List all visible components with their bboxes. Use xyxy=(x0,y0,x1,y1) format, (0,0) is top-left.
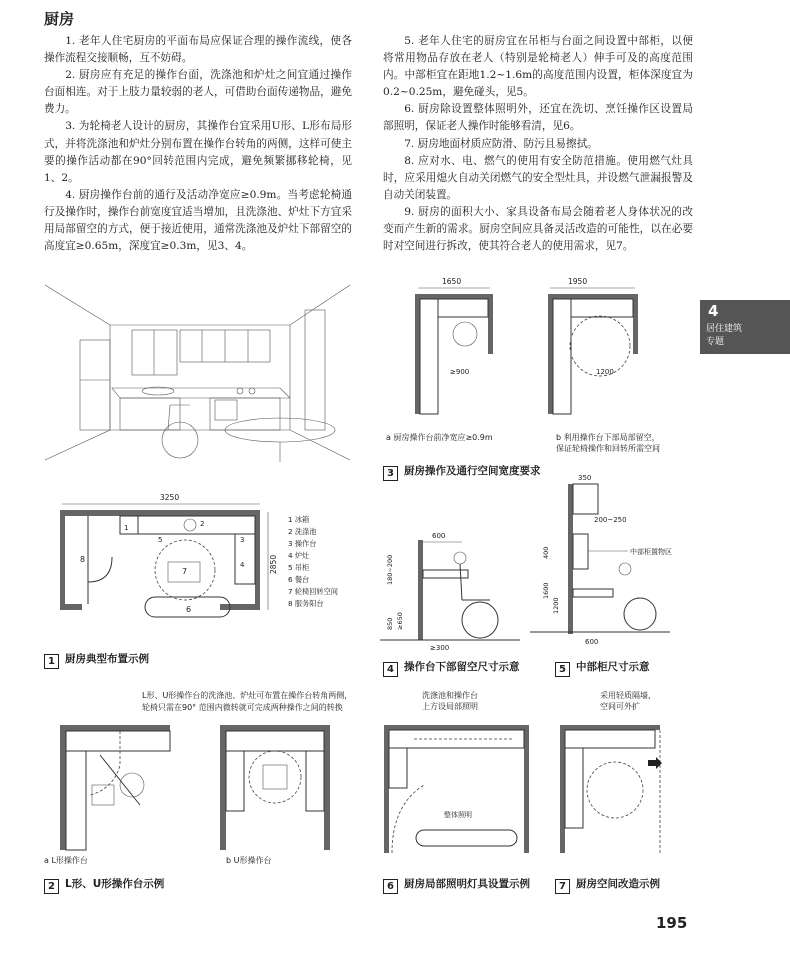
svg-text:3: 3 xyxy=(240,536,245,544)
fig3-sub-a: a 厨房操作台前净宽应≥0.9m xyxy=(386,433,493,442)
svg-text:350: 350 xyxy=(578,474,592,482)
fig1-height-dim: 2850 xyxy=(269,554,278,574)
page-title: 厨房 xyxy=(44,10,75,28)
fig7-plan xyxy=(560,725,670,855)
svg-text:600: 600 xyxy=(585,638,599,646)
svg-text:6 餐台: 6 餐台 xyxy=(288,575,310,584)
fig6-caption: 6 厨房局部照明灯具设置示例 xyxy=(383,876,530,894)
fig6-plan xyxy=(384,725,534,855)
chapter-label: 居住建筑 xyxy=(706,324,743,334)
fig7-note: 采用轻质隔墙， xyxy=(600,691,656,700)
fig2-note: 轮椅只需在90° 范围内微转就可完成两种操作之间的转换 xyxy=(142,703,343,712)
svg-text:400: 400 xyxy=(542,546,550,559)
svg-text:7: 7 xyxy=(182,567,188,576)
fig7-caption: 7 厨房空间改造示例 xyxy=(555,876,660,894)
svg-text:180~200: 180~200 xyxy=(386,554,394,585)
svg-text:≥650: ≥650 xyxy=(396,612,404,630)
svg-text:1 冰箱: 1 冰箱 xyxy=(288,515,310,524)
svg-text:1200: 1200 xyxy=(596,368,614,376)
svg-text:600: 600 xyxy=(432,532,446,540)
svg-text:1: 1 xyxy=(124,524,129,532)
chapter-number: 4 xyxy=(708,302,719,320)
svg-text:2 洗涤池: 2 洗涤池 xyxy=(288,527,317,536)
svg-text:8: 8 xyxy=(80,555,86,564)
paragraph: 9. 厨房的面积大小、家具设备布局会随着老人身体状况的改变而产生新的需求。厨房空间应具备灵活改造的可能性，以在必要时对空间进行拆改，使其符合老人的使用需求，见7。 xyxy=(383,205,693,253)
svg-text:6: 6 xyxy=(186,605,192,614)
fig1-caption: 1 厨房典型布置示例 xyxy=(44,651,149,669)
svg-text:1950: 1950 xyxy=(568,277,588,286)
paragraph: 5. 老年人住宅的厨房宜在吊柜与台面之间设置中部柜，以便将常用物品存放在老人（特别是轮椅老人）伸手可及的高度范围内。中部柜宜在距地1.2~1.6m的高度范围内设置，柜体深度宜为0.2~0.25m，避免碰头，见5。 xyxy=(383,35,693,99)
svg-text:8 服务阳台: 8 服务阳台 xyxy=(288,599,324,608)
fig2-sub-b: b U形操作台 xyxy=(226,856,272,865)
svg-text:≥300: ≥300 xyxy=(430,644,450,652)
paragraph: 1. 老年人住宅厨房的平面布局应保证合理的操作流线，使各操作流程交接顺畅，互不妨碍。 xyxy=(44,35,352,65)
paragraph: 2. 厨房应有充足的操作台面，洗涤池和炉灶之间宜通过操作台面相连。对于上肢力量较弱的老人，可借助台面传递物品，避免费力。 xyxy=(44,69,352,116)
chapter-tab xyxy=(700,300,790,354)
fig7-note: 空间可外扩 xyxy=(600,702,640,711)
svg-text:中部柜置物区: 中部柜置物区 xyxy=(630,548,672,556)
paragraph: 8. 应对水、电、燃气的使用有安全防范措施。使用燃气灶具时，应采用熄火自动关闭燃气的安全型灶具，并设燃气泄漏报警及自动关闭装置。 xyxy=(383,154,693,201)
svg-text:7 轮椅回转空间: 7 轮椅回转空间 xyxy=(288,587,338,596)
paragraph: 7. 厨房地面材质应防滑、防污且易擦拭。 xyxy=(404,137,598,150)
fig1-kitchen-plan xyxy=(50,492,350,637)
body-text-left xyxy=(44,33,352,255)
svg-text:1600: 1600 xyxy=(542,582,550,599)
svg-text:2: 2 xyxy=(200,520,205,528)
svg-text:5 吊柜: 5 吊柜 xyxy=(288,563,310,572)
fig2-caption: 2 L形、U形操作台示例 xyxy=(44,876,164,894)
svg-text:200~250: 200~250 xyxy=(594,516,627,524)
fig3-sub-b: 保证轮椅操作和回转所需空间 xyxy=(556,444,660,453)
fig3-sub-b: b 利用操作台下部局部留空， xyxy=(556,433,660,442)
fig2-sub-a: a L形操作台 xyxy=(44,856,88,865)
paragraph: 3. 为轮椅老人设计的厨房，其操作台宜采用U形、L形布局形式，并将洗涤池和炉灶分别布置在操作台转角的两侧，这样可使主要的操作活动都在90°回转范围内完成，避免频繁挪移轮椅，见1、2。 xyxy=(44,120,352,184)
fig3-caption: 3 厨房操作及通行空间宽度要求 xyxy=(383,463,541,481)
page-number: 195 xyxy=(656,914,688,932)
fig2-note: L形、U形操作台的洗涤池、炉灶可布置在操作台转角两侧， xyxy=(142,691,353,700)
paragraph: 6. 厨房除设置整体照明外，还宜在洗切、烹饪操作区设置局部照明，保证老人操作时能够看清，见6。 xyxy=(383,103,693,133)
svg-text:1200: 1200 xyxy=(552,597,560,614)
body-text-right xyxy=(383,33,693,255)
fig5-caption: 5 中部柜尺寸示意 xyxy=(555,659,650,677)
kitchen-perspective-illustration xyxy=(40,280,356,465)
svg-text:1650: 1650 xyxy=(442,277,462,286)
chapter-label: 专题 xyxy=(706,337,725,347)
fig2-plans xyxy=(60,725,350,855)
svg-text:5: 5 xyxy=(158,536,163,544)
svg-text:整体照明: 整体照明 xyxy=(444,811,472,819)
fig1-width-dim: 3250 xyxy=(160,493,180,502)
svg-text:4 炉灶: 4 炉灶 xyxy=(288,551,310,560)
svg-text:3 操作台: 3 操作台 xyxy=(288,539,317,548)
paragraph: 4. 厨房操作台前的通行及活动净宽应≥0.9m。当考虑轮椅通行及操作时，操作台前宽度宜适当增加，且洗涤池、炉灶下方宜采用局部留空的方式，便于接近使用，通常洗涤池及炉灶下部留空的高度宜≥0.65m，深度宜≥0.3m，见3、4。 xyxy=(44,188,352,253)
svg-text:850: 850 xyxy=(386,617,394,630)
fig5-section xyxy=(530,474,690,644)
fig4-caption: 4 操作台下部留空尺寸示意 xyxy=(383,659,520,677)
fig4-section xyxy=(380,530,530,650)
fig6-note: 上方设局部照明 xyxy=(422,702,478,711)
fig6-note: 洗涤池和操作台 xyxy=(422,691,478,700)
svg-text:≥900: ≥900 xyxy=(450,368,470,376)
fig3-plans xyxy=(400,276,670,421)
svg-text:4: 4 xyxy=(240,561,245,569)
